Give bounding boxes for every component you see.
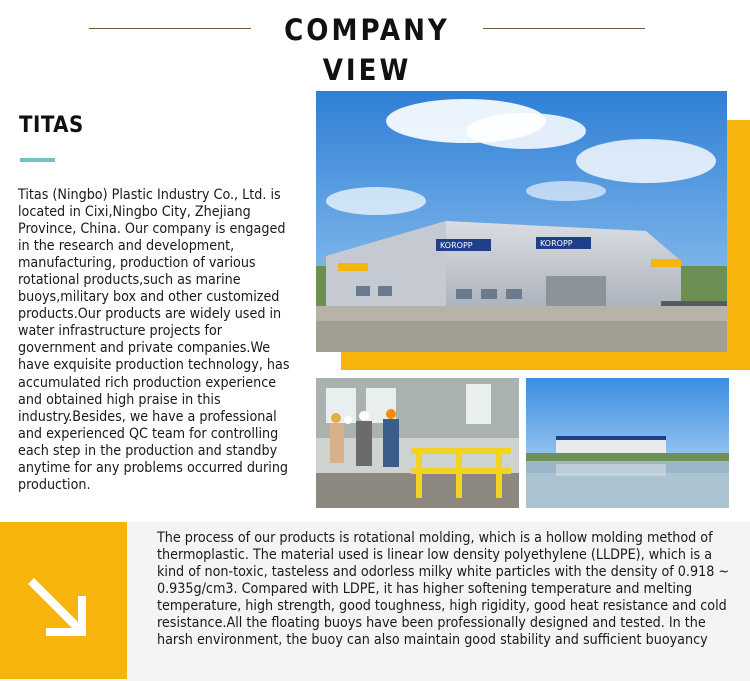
factory-sign-1: KOROPP bbox=[440, 241, 473, 250]
company-name-underline bbox=[20, 158, 55, 162]
company-name: TITAS bbox=[19, 113, 84, 138]
page-title: COMPANY VIEW bbox=[284, 13, 450, 87]
title-rule-right bbox=[483, 28, 645, 29]
process-description: The process of our products is rotational molding, which is a hollow molding method of thermoplastic. The material used is linear low density polyethylene (LLDPE), which is a kind of non-toxic, tasteless and odorless milky white particles with the density of 0.918 ~ 0.935g/cm3. Compared with LDPE, it has higher softening temperature and melting temperature, high strength, good toughness, high rigidity, good heat resistance and cold resistance.All the floating buoys have been professionally designed and tested. In the harsh environment, the buoy can also maintain good stability and sufficient buoyancy bbox=[157, 530, 730, 649]
arrow-box bbox=[0, 522, 127, 679]
pond-photo bbox=[526, 378, 729, 508]
title-rule-left bbox=[89, 28, 251, 29]
workshop-photo bbox=[316, 378, 519, 508]
company-description: Titas (Ningbo) Plastic Industry Co., Ltd. is located in Cixi,Ningbo City, Zhejiang Province, China. Our company is engaged in the research and development, manufacturing, production of various rotational products,such as marine buoys,military box and other customized products.Our products are widely used in water infrastructure projects for government and private companies.We have exquisite production technology, has accumulated rich production experience and obtained high praise in this industry.Besides, we have a professional and experienced QC team for controlling each step in the production and standby anytime for any problems occurred during production. bbox=[18, 187, 290, 493]
factory-sign-2: KOROPP bbox=[540, 239, 573, 248]
arrow-down-right-icon bbox=[28, 578, 90, 640]
factory-photo bbox=[316, 91, 727, 352]
